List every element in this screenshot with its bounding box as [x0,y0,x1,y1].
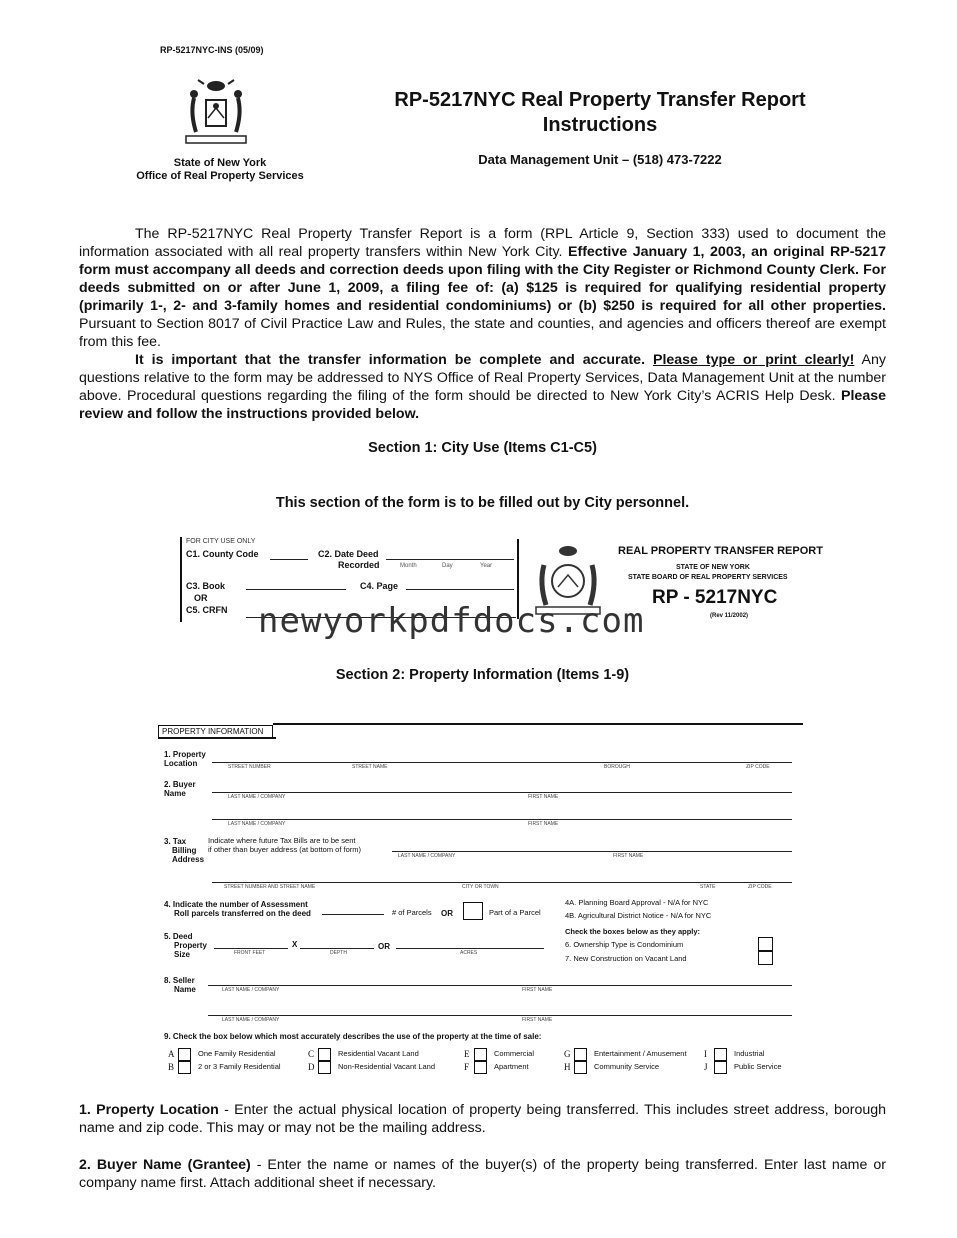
or-label-2: OR [441,909,453,918]
item-7-label: 7. New Construction on Vacant Land [565,954,687,963]
tax-note-1: Indicate where future Tax Bills are to be sent [208,836,356,845]
use-letter-g: G [564,1049,571,1059]
last-company-label-5: LAST NAME / COMPANY [222,1017,280,1023]
property-information-form-sample [158,722,808,1082]
c2-label: C2. Date Deed [318,549,379,559]
use-checkbox-j [714,1061,727,1074]
watermark: newyorkpdfdocs.com [258,601,645,641]
data-management-unit: Data Management Unit – (518) 473-7222 [478,152,722,167]
year-label: Year [480,563,493,569]
item-6-label: 6. Ownership Type is Condominium [565,940,684,949]
use-label-b: 2 or 3 Family Residential [198,1062,281,1071]
use-label-a: One Family Residential [198,1049,276,1058]
report-board: STATE BOARD OF REAL PROPERTY SERVICES [628,574,788,581]
intro-paragraph-1: The RP-5217NYC Real Property Transfer Report is a form (RPL Article 9, Section 333) used to document the information associated with all real property transfers within New York City. Effective January 1, 2003, an original RP-5217 form must accompany all deeds and correction deeds upon filing with the City Register or Richmond County Clerk. For deeds submitted on or after June 1, 2009, a filing fee of: (a) $125 is required for qualifying residential property (primarily 1-, 2- and 3-family homes and residential condominiums) or (b) $250 is required for all other properties. Pursuant to Section 8017 of Civil Practice Law and Rules, the state and counties, and agencies and officers thereof are exempt from this fee. [79,226,886,350]
part-parcel-box [463,902,483,920]
part-parcel-label: Part of a Parcel [489,908,541,917]
use-checkbox-c [318,1048,331,1061]
tax-note-2: if other than buyer address (at bottom of form) [208,845,361,854]
for-city-use-label: FOR CITY USE ONLY [186,538,256,545]
form-top-rule [273,723,803,725]
use-label-j: Public Service [734,1062,782,1071]
first-name-label-5: FIRST NAME [522,1017,553,1023]
c4-field [406,589,514,590]
use-checkbox-i [714,1048,727,1061]
first-name-label: FIRST NAME [528,794,559,800]
use-checkbox-f [474,1061,487,1074]
use-label-f: Apartment [494,1062,529,1071]
document-title: RP-5217NYC Real Property Transfer Report Instructions [394,89,806,136]
depth-field [300,948,374,949]
use-label-c: Residential Vacant Land [338,1049,419,1058]
first-name-label-3: FIRST NAME [613,853,644,859]
street-and-name-label: STREET NUMBER AND STREET NAME [224,884,316,890]
use-letter-h: H [564,1062,571,1072]
acres-field [396,948,544,949]
report-form-name: RP - 5217NYC [652,587,778,608]
first-name-label-4: FIRST NAME [522,987,553,993]
seller-name-field-1 [208,985,792,986]
section-1-heading: Section 1: City Use (Items C1-C5) [368,440,597,456]
report-state: STATE OF NEW YORK [676,564,750,571]
month-label: Month [400,563,417,569]
item-3-label: 3. Tax Billing Address [164,837,205,864]
new-construction-checkbox [758,951,773,965]
day-label: Day [442,563,453,569]
use-checkbox-h [574,1061,587,1074]
form-code: RP-5217NYC-INS (05/09) [160,45,264,55]
item-4-label: 4. Indicate the number of Assessment Roll parcels transferred on the deed [164,900,311,918]
c3-label: C3. Book [186,581,226,591]
intro-paragraph-2: It is important that the transfer information be complete and accurate. Please type or print clearly! Any questions relative to the form may be addressed to NYS Office of Real Property Services, Data Management Unit at the number above. Procedural questions regarding the filing of the form should be directed to New York City’s ACRIS Help Desk. Please review and follow the instructions provided below. [79,352,886,422]
section-2-heading: Section 2: Property Information (Items 1-9) [335,667,630,683]
front-feet-field [214,948,288,949]
c2-label-2: Recorded [338,560,380,570]
or-label: OR [194,593,208,603]
agency-name: State of New York Office of Real Property Services [136,157,304,182]
use-letter-j: J [704,1062,708,1072]
property-location-field [212,762,792,763]
last-company-label-2: LAST NAME / COMPANY [228,821,286,827]
city-town-label: CITY OR TOWN [462,884,499,890]
use-checkbox-e [474,1048,487,1061]
depth-label: DEPTH [330,950,347,956]
use-label-d: Non-Residential Vacant Land [338,1062,436,1071]
use-checkbox-g [574,1048,587,1061]
use-letter-f: F [464,1062,470,1072]
use-checkbox-b [178,1061,191,1074]
tax-billing-address-field [212,882,792,883]
zip-label-2: ZIP CODE [748,884,772,890]
num-parcels-field [322,914,384,915]
acres-label: ACRES [460,950,478,956]
property-information-tab: PROPERTY INFORMATION [158,725,273,737]
use-letter-e: E [464,1049,470,1059]
c1-label: C1. County Code [186,549,259,559]
section-1-subheading: This section of the form is to be filled out by City personnel. [275,495,690,511]
use-label-g: Entertainment / Amusement [594,1049,687,1058]
tax-billing-name-field [392,851,792,852]
buyer-name-field-2 [212,819,792,820]
item-2-label: 2. Buyer Name [164,780,196,798]
use-letter-a: A [168,1049,175,1059]
tab-underline [158,737,276,739]
street-number-label: STREET NUMBER [228,764,271,770]
new-york-state-seal-icon [176,78,256,148]
use-letter-d: D [308,1062,315,1072]
borough-label: BOROUGH [604,764,630,770]
instruction-item-1: 1. Property Location - Enter the actual physical location of property being transferred. This includes street address, borough name and zip code. This may or may not be the mailing address. [79,1102,887,1136]
num-parcels-label: # of Parcels [392,908,432,917]
form-left-border [180,537,182,622]
use-checkbox-d [318,1061,331,1074]
use-letter-b: B [168,1062,175,1072]
use-label-h: Community Service [594,1062,660,1071]
front-feet-label: FRONT FEET [234,950,266,956]
x-label: X [292,940,298,949]
item-4b-label: 4B. Agricultural District Notice - N/A for NYC [565,911,712,920]
instruction-item-2: 2. Buyer Name (Grantee) - Enter the name or names of the buyer(s) of the property being transferred. Enter last name or company name first. Attach additional sheet if necessary. [79,1157,886,1191]
last-company-label-4: LAST NAME / COMPANY [222,987,280,993]
last-company-label-3: LAST NAME / COMPANY [398,853,456,859]
item-1-label: 1. Property Location [164,750,206,768]
last-company-label: LAST NAME / COMPANY [228,794,286,800]
street-name-label: STREET NAME [352,764,388,770]
item-9-label: 9. Check the box below which most accurately describes the use of the property at the time of sale: [164,1032,542,1041]
or-label-3: OR [378,942,390,951]
report-title: REAL PROPERTY TRANSFER REPORT [618,545,823,557]
item-8-label: 8. Seller Name [164,976,196,994]
check-apply-label: Check the boxes below as they apply: [565,927,701,936]
use-checkbox-a [178,1048,191,1061]
c2-field [386,559,514,560]
c1-field [270,559,308,560]
c5-label: C5. CRFN [186,605,228,615]
seller-name-field-2 [208,1015,792,1016]
item-4a-label: 4A. Planning Board Approval - N/A for NYC [565,898,709,907]
c3-field [246,589,346,590]
use-letter-c: C [308,1049,315,1059]
state-label: STATE [700,884,716,890]
first-name-label-2: FIRST NAME [528,821,559,827]
use-label-i: Industrial [734,1049,765,1058]
c4-label: C4. Page [360,581,399,591]
use-label-e: Commercial [494,1049,535,1058]
item-5-label: 5. Deed Property Size [164,932,207,959]
zip-label: ZIP CODE [746,764,770,770]
condominium-checkbox [758,937,773,951]
use-letter-i: I [704,1049,707,1059]
buyer-name-field-1 [212,792,792,793]
report-revision: (Rev 11/2002) [710,613,749,619]
